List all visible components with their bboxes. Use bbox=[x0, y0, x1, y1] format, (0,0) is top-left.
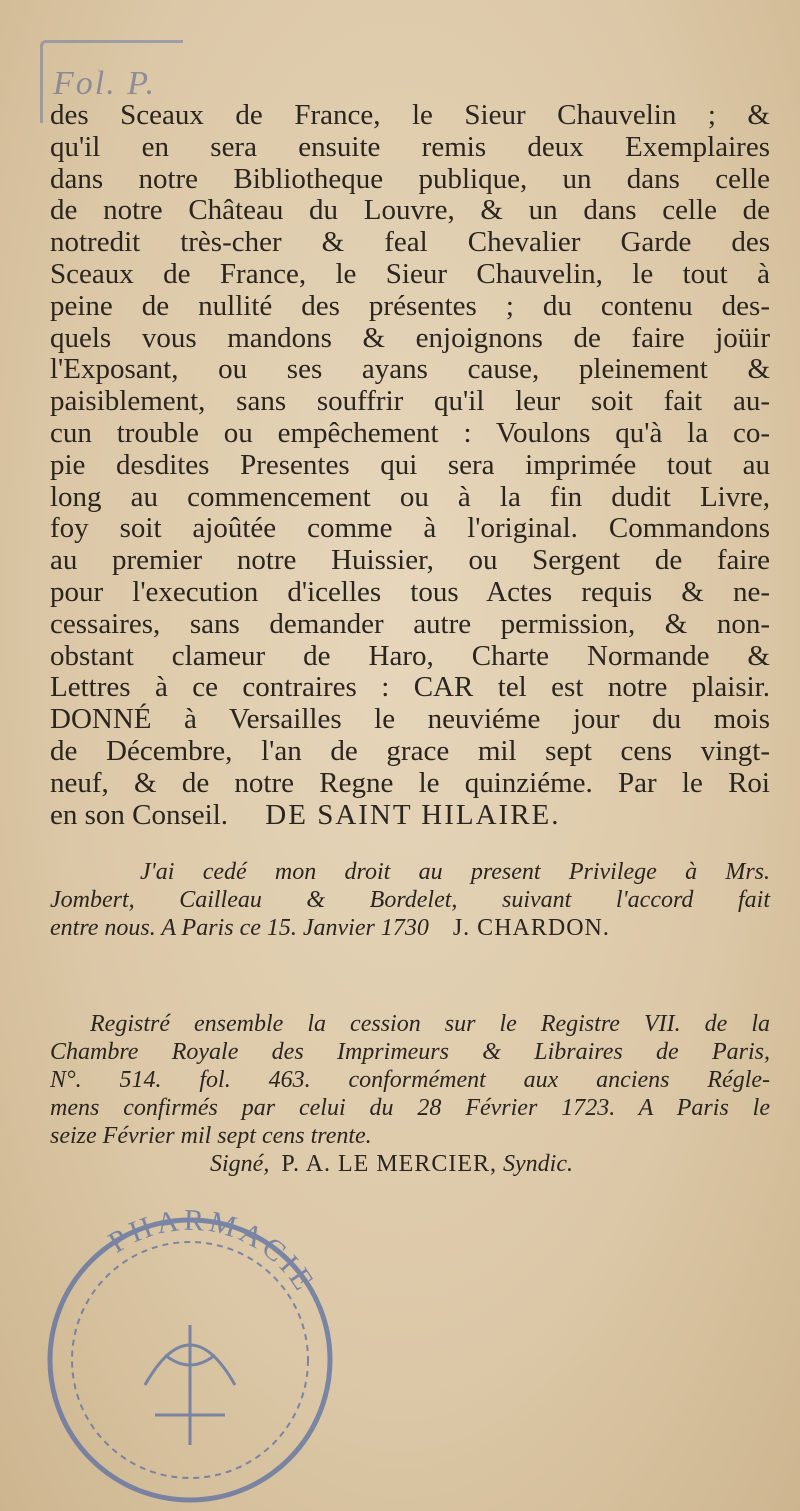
text-line: pie desdites Presentes qui sera imprimée tout au bbox=[50, 448, 770, 481]
library-stamp-text: Fol. P. bbox=[53, 65, 157, 102]
privilege-text bbox=[50, 100, 770, 831]
seal-text: PHARMACIE bbox=[102, 1203, 323, 1300]
seal-emblem-icon bbox=[145, 1325, 235, 1445]
text-line: long au commencement ou à la fin dudit Livre, bbox=[50, 480, 770, 513]
text-line: paisiblement, sans souffrir qu'il leur soit fait au- bbox=[50, 385, 770, 418]
note-line-final bbox=[50, 914, 770, 942]
text-line: Lettres à ce contraires : CAR tel est notre plaisir. bbox=[50, 671, 770, 704]
text-line: l'Exposant, ou ses ayans cause, pleinement & bbox=[50, 353, 770, 386]
cession-note bbox=[50, 858, 770, 942]
register-line: seize Février mil sept cens trente. bbox=[50, 1123, 372, 1149]
text-line: de Décembre, l'an de grace mil sept cens vingt- bbox=[50, 734, 770, 767]
register-line: mens confirmés par celui du 28 Février 1723. A Paris le bbox=[50, 1095, 770, 1121]
text-line: pour l'execution d'icelles tous Actes requis & ne- bbox=[50, 575, 770, 608]
text-line: Sceaux de France, le Sieur Chauvelin, le tout à bbox=[50, 257, 770, 290]
text-line: neuf, & de notre Regne le quinziéme. Par le Roi bbox=[50, 766, 770, 799]
register-line: Chambre Royale des Imprimeurs & Libraires de Paris, bbox=[50, 1039, 770, 1065]
text-line: cun trouble ou empêchement : Voulons qu'à la co- bbox=[50, 416, 770, 449]
text-line: qu'il en sera ensuite remis deux Exemplaires bbox=[50, 130, 770, 163]
text-line: notredit très-cher & feal Chevalier Garde des bbox=[50, 226, 770, 259]
register-line: N°. 514. fol. 463. conformément aux anciens Régle- bbox=[50, 1067, 770, 1093]
text-line: dans notre Bibliotheque publique, un dans celle bbox=[50, 162, 770, 195]
text-line: DONNÉ à Versailles le neuviéme jour du mois bbox=[50, 703, 770, 736]
syndic-title: Syndic. bbox=[503, 1151, 574, 1177]
note-date: entre nous. A Paris ce 15. Janvier 1730 bbox=[50, 915, 429, 941]
text-line: des Sceaux de France, le Sieur Chauvelin ; & bbox=[50, 99, 770, 131]
text-line: quels vous mandons & enjoignons de faire joüir bbox=[50, 321, 770, 354]
text-line: cessaires, sans demander autre permission, & non- bbox=[50, 607, 770, 640]
chardon-signature: J. CHARDON. bbox=[452, 915, 610, 941]
text-line: au premier notre Huissier, ou Sergent de faire bbox=[50, 544, 770, 577]
text-line-prefix: en son Conseil. bbox=[50, 798, 229, 831]
register-sign-line bbox=[50, 1150, 770, 1178]
text-line: peine de nullité des présentes ; du contenu des- bbox=[50, 289, 770, 322]
syndic-name: P. A. LE MERCIER, bbox=[281, 1151, 498, 1177]
text-line-final bbox=[50, 800, 770, 832]
text-line: obstant clameur de Haro, Charte Normande & bbox=[50, 639, 770, 672]
text-line: de notre Château du Louvre, & un dans celle de bbox=[50, 194, 770, 227]
signe-label: Signé, bbox=[210, 1151, 270, 1177]
register-line: Registré ensemble la cession sur le Registre VII. de la bbox=[90, 1011, 770, 1037]
official-signature: DE SAINT HILAIRE. bbox=[265, 798, 561, 831]
registration-note bbox=[50, 1010, 770, 1178]
note-line: Jombert, Cailleau & Bordelet, suivant l'accord fait bbox=[50, 887, 770, 913]
note-line: J'ai cedé mon droit au present Privilege à Mrs. bbox=[140, 859, 770, 885]
text-line: foy soit ajoûtée comme à l'original. Commandons bbox=[50, 512, 770, 545]
pharmacie-seal-stamp bbox=[25, 1185, 355, 1505]
